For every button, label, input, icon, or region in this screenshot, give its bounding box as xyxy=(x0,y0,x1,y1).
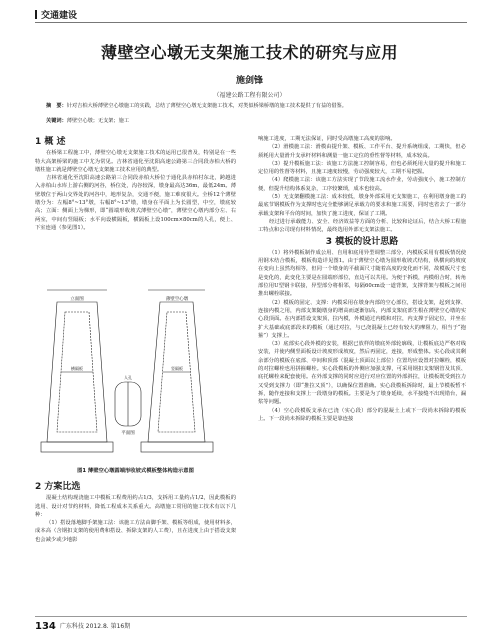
paragraph: （3）底部实心段外模的安装，根据已放样的墩底外部轮廓线，让模板底边严格对线安装，并使内侧竖面板设计坡度形成坡度，然后再固定，连接，形成整体。实心段或其剩余部分的模板在底部、中间和顶部（混凝土顶面以上部位）位置均应设置对拉螺栓，模板的对拉螺栓也用拼箍螺栓。实心段模板的外侧应加强支撑，可采用钢扣支架钢管及其顶、底托螺栓来配套使用。在外部支撑的同时应进行对应位置的外部斜拉，让模板既受到拉力又受到支撑力（即“推拉又顶”），以确保位置准确。实心段模板拆除时，最上节模板暂不拆，随作连接和支撑上一段墩身的模板。主要是为了墩身延续，水平接缝不出现错台，漏浆等问题。 xyxy=(258,341,466,406)
keywords-label: 关键词： xyxy=(46,118,67,124)
paragraph: （4）空心段模板支承在已浇（实心段）部分的混凝土上或下一段尚未拆除的模板上。下一段尚未拆除的模板主要是靠连接 xyxy=(258,407,466,422)
paragraph: （4）爬模施工法：该施工方法实现了节段施工流水作业，劳动强度小，施工控制方便，但提升结构体系复杂，工序较繁琐，成本也较高。 xyxy=(258,177,466,192)
section-3-heading: 3 模板的设计思路 xyxy=(325,236,399,247)
fig-label: 人孔 xyxy=(124,375,132,380)
affiliation: （福建公路工程有限公司） xyxy=(213,92,286,99)
pier-diagram xyxy=(35,282,236,460)
section-header xyxy=(35,8,77,21)
page-footer xyxy=(35,621,130,632)
paragraph: 混凝土结构现浇施工中模板工程费用约占1/3，支拆用工量约占1/2，因此模板的选用、设计对节约材料，降低工程成本关系重大。高墩施工常用的施工技术有以下几种： xyxy=(35,495,236,518)
footer-divider xyxy=(35,616,467,617)
abstract-text: 针对吉柏大桥薄壁空心墩施工的实践，总结了薄壁空心墩无支架施工技术，对类似桥梁桥墩的施工技术提供了有益的借鉴。 xyxy=(66,103,347,109)
right-column xyxy=(258,135,466,423)
abstract-label: 摘 要： xyxy=(46,103,67,109)
paragraph: （5）无支架翻模施工法：成本较低，墩身外部采用无支架施工，在利用墩身施工的最底节钢模板作为支撑时也完全能够满足承载力的要求和施工需要，同时也省去了一部分承载支架和平台的时间，加快了施工进度，保证了工期。 xyxy=(258,194,466,217)
fig-label: 竖隔板 xyxy=(171,366,183,371)
author: 施剑锋 xyxy=(235,76,263,86)
paragraph: （1）将外模板制作成公用、自用和底用异型调整三部分，内模板采用有模板情况使用钢木结合模板，模板构造详见图1。由于薄壁空心墩为圆形收坡式结构，纵横向的坡度在变向上虽然均相等，但同一个墩身的平截面尺寸随着高度的变化而不同，故模板尺寸也是变化的，此变化主要是在圆端形部位，直边可以共用。为便于拆模，内模组合时，转角部位用U型钢卡联接，异型部分将相邻，每隔60cm设一道背架，支撑背架与模板之间用推出螺栓联接。 xyxy=(258,249,466,298)
paragraph: 响施工进度，工期无法保证，同时受高墩施工高度的影响。 xyxy=(258,136,396,142)
figure-1-caption: 图1 薄壁空心墩圆端形收坡式模板整体构造示意图 xyxy=(77,468,194,474)
header-divider xyxy=(35,22,467,23)
paragraph: 经过进行承载能力、安全、经济效益等方面的分析、比较和论证后，结合大桥工程施工特点和公司现有材料情况，最终选用外部无支架法施工。 xyxy=(258,218,466,234)
keywords xyxy=(46,118,456,125)
fig-label: 薄壁空心墩 xyxy=(165,297,189,302)
left-column-top xyxy=(35,135,236,232)
article-title: 薄壁空心墩无支架施工技术的研究与应用 xyxy=(100,43,398,62)
figure-1 xyxy=(35,282,236,460)
section-2-heading: 2 方案比选 xyxy=(35,482,81,492)
fig-label: 立面图 xyxy=(70,297,84,302)
paragraph: 在桥梁工程施工中，薄壁空心墩无支架施工技术的运用已很普及，特别是在一些特大高架桥梁的施工中尤为常见。吉林省通化至沈阳高速公路第三合同段赤柏大桥的墩柱施工就是薄壁空心墩无支架施工技术应用的典型。 xyxy=(35,150,236,173)
page-number: 134 xyxy=(35,621,56,632)
fig-label: 横隔板 xyxy=(71,366,83,371)
paragraph: （1）搭设落地脚手架施工法：该施工方法由脚手架、模板等组成，使用材料多，成本高（含钢扣支架的使用费和搭设、拆除支架的人工费），且在进度上由于搭设支架也会减少或少地影 xyxy=(35,520,236,543)
section-1-heading: 1 概 述 xyxy=(35,137,66,147)
paragraph: （2）滑模施工法：滑模由提升架、模板、工作平台、提升系统组成，工期快，但必须耗用大量滑升支承杆材料和测量一施工定位的垂性督等材料，成本较高。 xyxy=(258,144,466,159)
left-column-bottom xyxy=(35,480,236,544)
section-label: 交通建设 xyxy=(41,11,78,21)
fig-label: 平面图 xyxy=(121,431,135,436)
abstract xyxy=(46,103,456,110)
journal-info: 广东科技 2012.8. 第16期 xyxy=(59,623,131,630)
paragraph: （3）提升模板施工法：该施工方法施工控制容易，但也必须耗用大量的提升和施工定位用的性督等材料，且施工速度较慢，劳动强度较大，工期不易把握。 xyxy=(258,160,466,176)
paragraph: （2）模板的固定、支撑：内模采用在墩身内部的空心部位，搭设支架，起到支撑、连接内模之用，内部支架随墩身的增高而逐渐加高，内部支架底部生根在薄壁空心墩的实心段顶面。在内部搭设支架顶，拉内模，外模通过内模和对拉，内支撑于固定位，并坐在扩大基础或底部段未的模板（通过对拉，与已浇混凝土已经有较大的摩阻力，相当于“抱箍”）支撑上。 xyxy=(258,299,466,339)
paragraph: 吉林省通化至沈阳高速公路第三合同段赤柏大桥位于通化县赤柏村东北，跨越进入赤柏山水库上游右侧的河谷，桥位处，沟谷较深，墩身最高达36m，最低24m。薄壁墩位于两山交界处的河谷中，地形复杂，交通不便，施工难度很大。全桥12个薄壁墩分为：左幅8°~13°墩，右幅8°~13°墩，墩身在平面上为长圆型，中空，墩底较高；立面：侧面上为梯形，即“圆端形收坡式薄壁空心墩”，薄壁空心墩内部分左、右两室，中间有竖隔板；水平向设横隔板，横隔板上设100cm×80cm的人孔，便上、下室连通（参见图1）。 xyxy=(35,175,236,231)
keywords-text: 薄壁空心墩；无支架；施工 xyxy=(66,118,130,124)
